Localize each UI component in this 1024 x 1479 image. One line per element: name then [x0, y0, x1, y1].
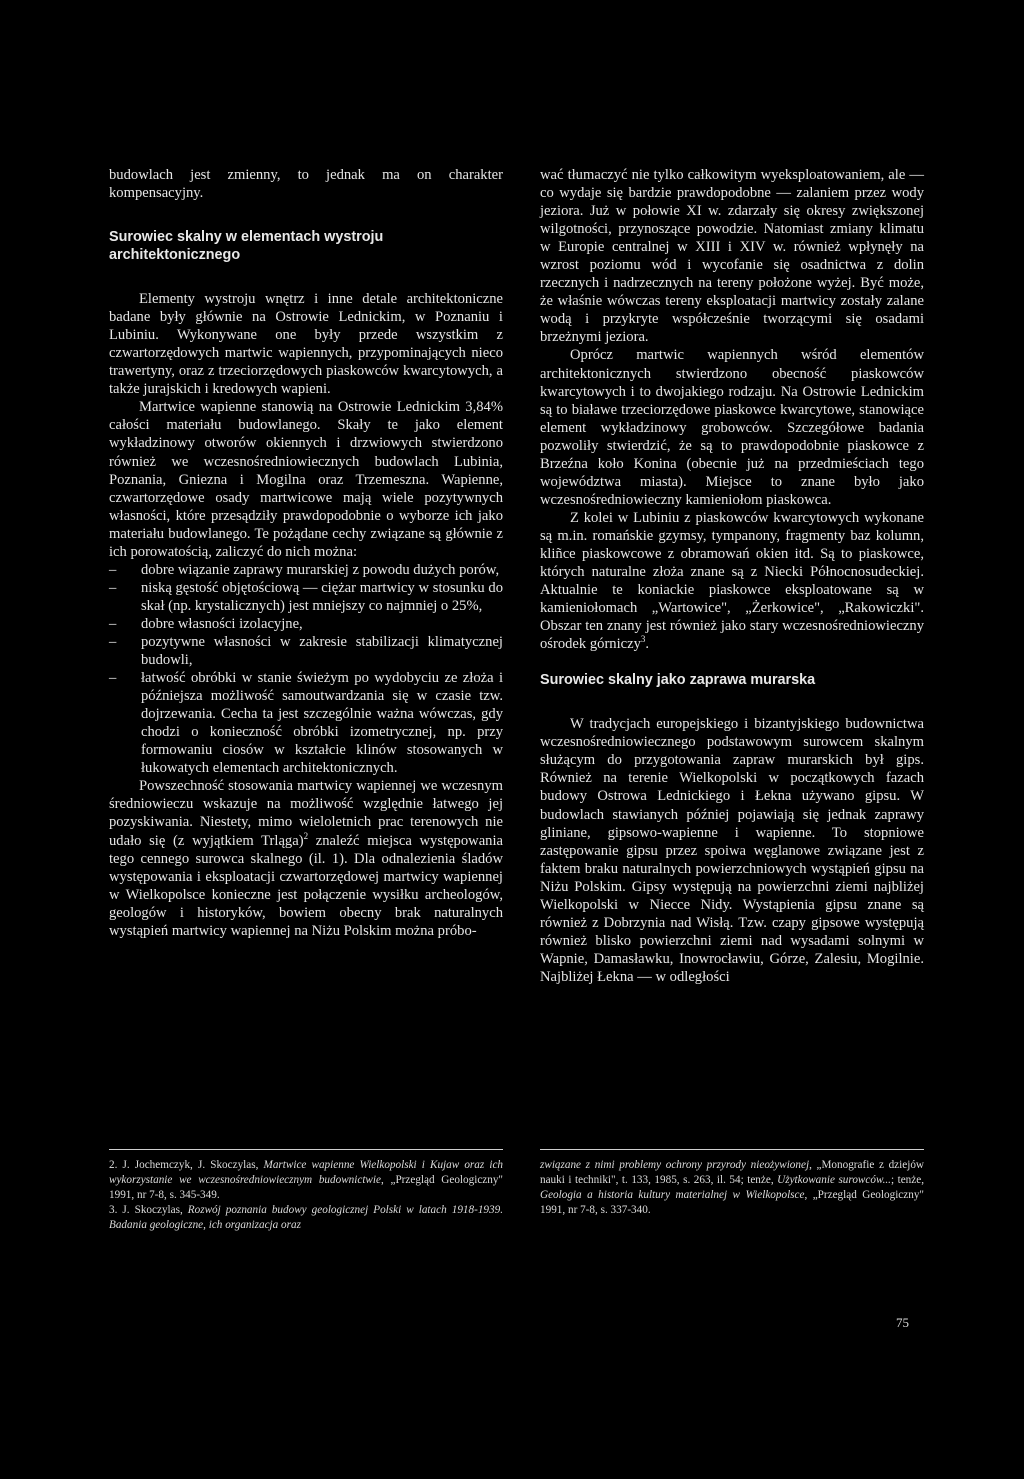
paragraph: [109, 777, 503, 939]
paragraph: wać tłumaczyć nie tylko całkowitym wyeksploatowaniem, ale — co wydaje się bardzie prawdopodobne — zalaniem przez wody jeziora. Już w połowie XI w. zdarzały się okresy zwiększonej wilgotności, przynoszące powodzie. Natomiast zmiany klimatu w Europie centralnej w XIII i XIV w. również wpłynęły na wzrost poziomu wód i wycofanie się osadnictwa z dolin rzecznych i nadrzecznych na tereny położone wyżej. Być może, że właśnie wówczas tereny eksploatacji martwicy zostały zalane wodą i przykryte współcześnie tworzącymi się osadami brzeżnymi jeziora.: [540, 167, 924, 346]
paragraph-text: .: [645, 636, 650, 653]
section-heading-architectural-decor: Surowiec skalny w elementach wystroju architektonicznego: [109, 229, 384, 264]
paragraph: W tradycjach europejskiego i bizantyjskiego budownictwa wczesnośredniowiecznego podstawowym surowcem skalnym służącym do przygotowania zapraw murarskich był gips. Również na terenie Wielkopolski w początkowych fazach budowy Ostrowa Lednickiego i Łekna używano gipsu. W budowlach stawianych później pojawiają się jednak zaprawy gliniane, gipsowo-wapienne i wapienne. To stopniowe zastępowanie gipsu przez spoiwa węglanowe związane jest z faktem braku naturalnych powierzchniowych wystąpień gipsu na Niżu Polskim. Gipsy występują na powierzchni ziemi najbliżej Wielkopolski w Niecce Nidy. Wystąpienia gipsu znane są również z Dobrzynia nad Wisłą. Tzw. czapy gipsowe występują również blisko powierzchni ziemi nad wysadami solnymi w Wapnie, Damasławku, Inowrocławiu, Górze, Zalesiu, Mogilnie. Najbliżej Łekna — w odległości: [540, 716, 924, 985]
footnote-text: , „Przegląd Geologiczny" 1991, nr 7-8, s. 337-340.: [540, 1188, 924, 1216]
paragraph-text: Powszechność stosowania martwicy wapiennej we wczesnym średniowieczu wskazuje na możliwość względnie łatwego jej pozyskiwania. Niestety, mimo wieloletnich prac terenowych nie udało się (z wyjątkiem Trląga): [109, 778, 503, 849]
footnote-text: 2. J. Jochemczyk, J. Skoczylas,: [109, 1159, 264, 1171]
footnote-ref-2[interactable]: 2: [303, 830, 309, 841]
list-item: – dobre wiązanie zaprawy murarskiej z powodu dużych porów,: [109, 561, 503, 579]
footnote-ref-3[interactable]: 3: [640, 634, 646, 645]
footnote-divider: [540, 1149, 924, 1150]
list-item: – dobre własności izolacyjne,: [109, 615, 503, 633]
list-item: – niską gęstość objętościową — ciężar martwicy w stosunku do skał (np. krystalicznych) jest mniejszy co najmniej o 25%,: [109, 579, 503, 615]
footnote-title: Użytkowanie surowców...: [777, 1173, 891, 1186]
paragraph: [540, 509, 924, 653]
section-heading-mortar: Surowiec skalny jako zaprawa murarska: [540, 672, 816, 689]
paragraph: Oprócz martwic wapiennych wśród elementów architektonicznych stwierdzono obecność piaskowców kwarcytowych i to dwojakiego rodzaju. Na Ostrowie Lednickim są to białawe trzeciorzędowe piaskowce kwarcytowe, stanowiące element wykładzinowy grobowców. Szczegółowe badania pozwoliły stwierdzić, że są to prawdopodobnie piaskowce z Brzeźna koło Konina (obecnie już na przedmieściach tego województwa miasta). Miejsce to znane było jako wczesnośredniowieczny kamieniołom piaskowca.: [540, 347, 924, 508]
footnotes-right: [540, 1158, 924, 1218]
paragraph: Elementy wystroju wnętrz i inne detale architektoniczne badane były głównie na Ostrowie Lednickim, w Poznaniu i Lubiniu. Wykonywane one były przede wszystkim z czwartorzędowych martwic wapiennych, przypominających nieco trawertyny, oraz z trzeciorzędowych piaskowców kwarcytowych, a także jurajskich i kredowych wapieni.: [109, 291, 503, 398]
right-column: [540, 166, 924, 986]
footnote-title: Geologia a historia kultury materialnej w Wielkopolsce: [540, 1188, 805, 1201]
footnote-3-continued: [540, 1158, 924, 1218]
list-item: – łatwość obróbki w stanie świeżym po wydobyciu ze złoża i późniejsza możliwość samoutwardzania się w czasie tzw. dojrzewania. Cecha ta jest szczególnie ważna wówczas, gdy chodzi o konieczność obróbki izometrycznej, np. przy formowaniu ciosów w kształcie klinów stosowanych w łukowatych elementach architektonicznych.: [109, 669, 503, 777]
left-column: [109, 166, 503, 940]
paragraph-text: Z kolei w Lubiniu z piaskowców kwarcytowych wykonane są m.in. romańskie gzymsy, tympanony, fragmenty baz kolumn, kliñce piaskowcowe z obramowań okien itd. Są to piaskowce, których naturalne złoża znane są z Niecki Północnosudeckiej. Aktualnie te koniackie piaskowce eksploatowane są w kamieniołomach „Wartowice", „Żerkowice", „Rakowiczki". Obszar ten znany jest również jako stary wczesnośredniowieczny ośrodek górniczy: [540, 509, 924, 653]
footnote-title: związane z nimi problemy ochrony przyrody nieożywionej: [540, 1159, 810, 1171]
intro-paragraph: budowlach jest zmienny, to jednak ma on charakter kompensacyjny.: [109, 167, 503, 202]
footnote-title: Martwice wapienne Wielkopolski i Kujaw oraz ich wykorzystanie we wczesnośredniowiecznym budownictwie: [109, 1159, 503, 1186]
properties-list: [109, 561, 503, 778]
footnote-divider: [109, 1149, 503, 1150]
list-item: – pozytywne własności w zakresie stabilizacji klimatycznej budowli,: [109, 633, 503, 669]
paragraph-text: znaleźć miejsca występowania tego cennego surowca skalnego (il. 1). Dla odnalezienia śladów występowania i eksploatacji czwartorzędowej martwicy wapiennej w Wielkopolsce konieczne jest połączenie wysiłku archeologów, geologów i historyków, bowiem obecny brak naturalnych wystąpień martwicy wapiennej na Niżu Polskim można próbo-: [109, 832, 503, 939]
footnote-2: [109, 1158, 503, 1203]
page-number: 75: [896, 1315, 909, 1330]
footnotes-left: [109, 1158, 503, 1233]
paragraph: Martwice wapienne stanowią na Ostrowie Lednickim 3,84% całości materiału budowlanego. Skały te jako element wykładzinowy otworów okiennych i drzwiowych stwierdzono również we wczesnośredniowiecznych budowlach Lubinia, Poznania, Gniezna i Mogilna oraz Trzemeszna. Wapienne, czwartorzędowe osady martwicowe mają wiele pozytywnych własności, które przesądziły prawdopodobnie o wyborze ich jako materiału budowlanego. Te pożądane cechy związane są głównie z ich porowatością, zaliczyć do nich można:: [109, 399, 503, 560]
footnote-text: ; tenże,: [890, 1173, 924, 1186]
footnote-3: [109, 1203, 503, 1233]
footnote-text: 3. J. Skoczylas,: [109, 1203, 188, 1216]
footnote-text: , „Przegląd Geologiczny" 1991, nr 7-8, s. 345-349.: [109, 1173, 504, 1201]
footnote-text: , „Monografie z dziejów nauki i techniki", t. 133, 1985, s. 263, il. 54; tenże,: [540, 1159, 924, 1186]
footnote-title: Rozwój poznania budowy geologicznej Polski w latach 1918-1939. Badania geologiczne, ich organizacja oraz: [109, 1203, 503, 1231]
